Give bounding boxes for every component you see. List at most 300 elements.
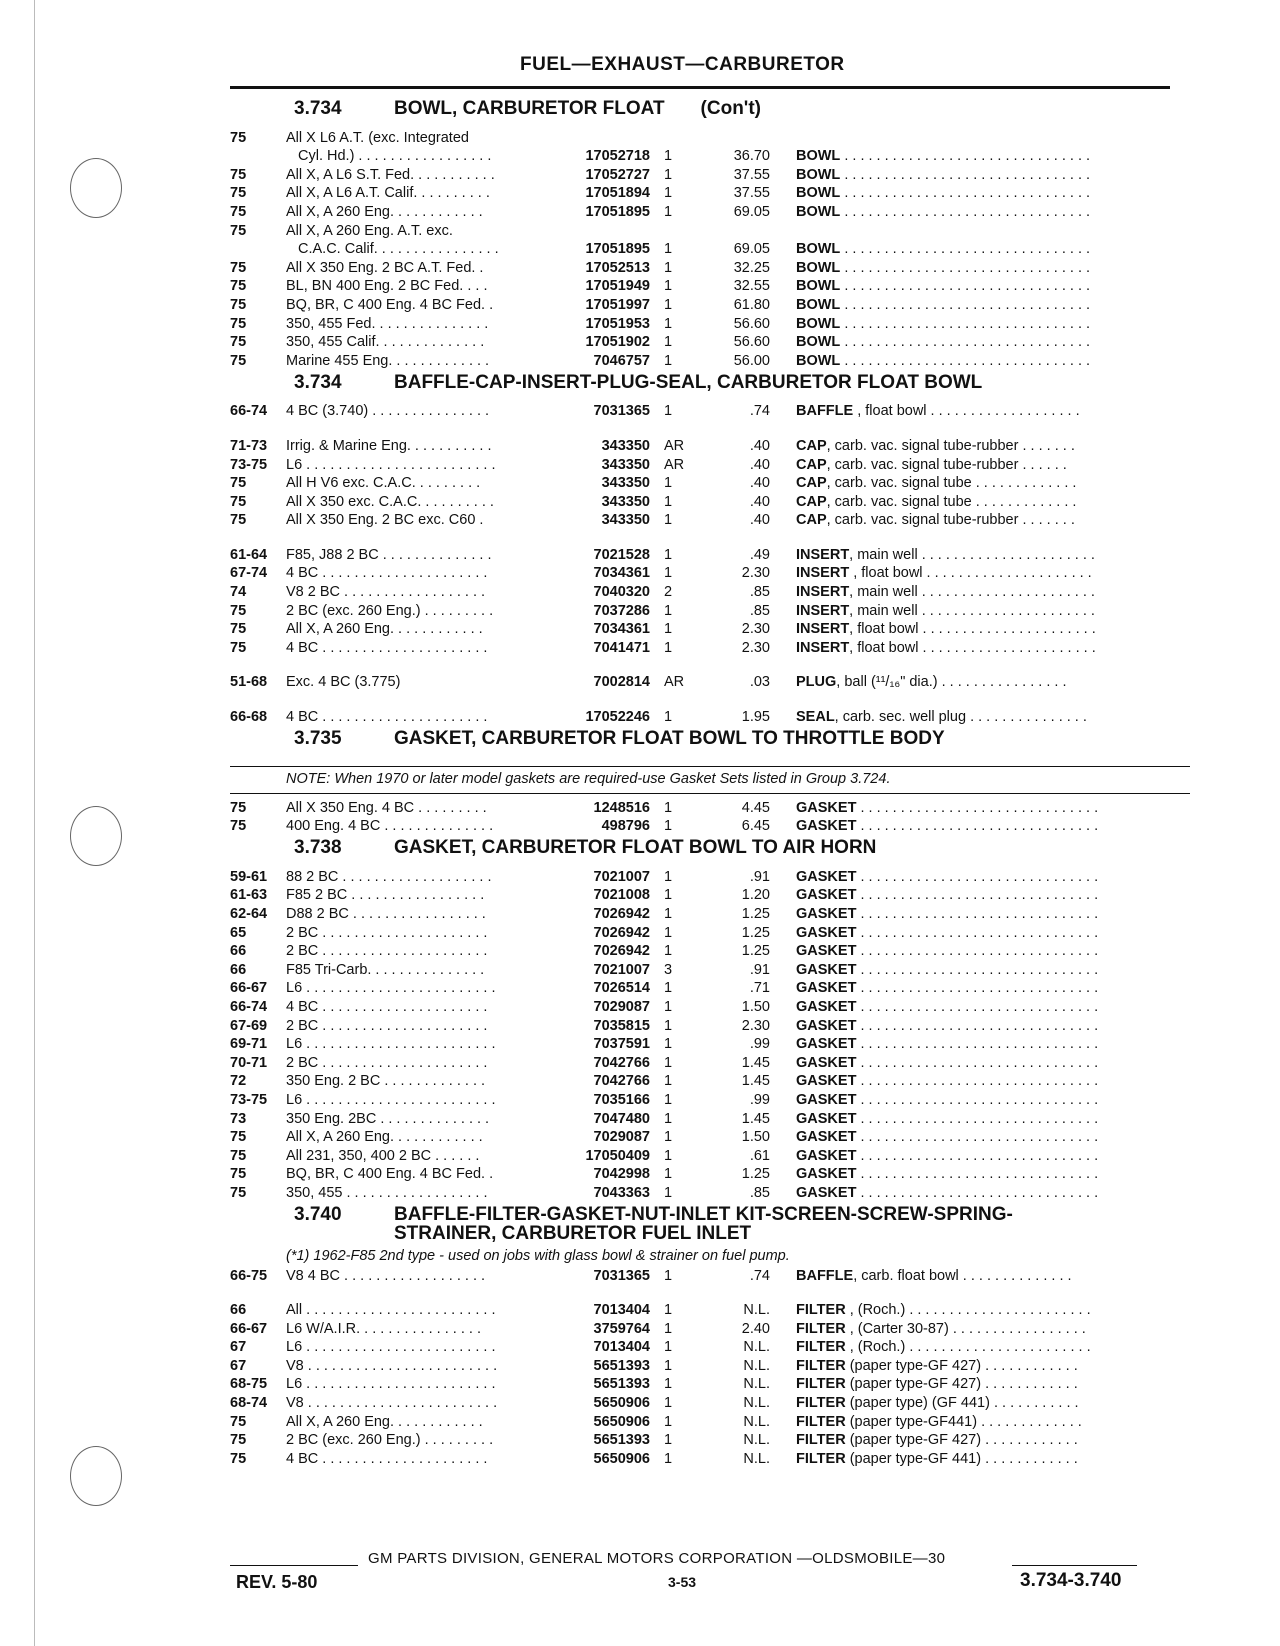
table-row [230,1319,1190,1338]
description [796,1054,1190,1072]
model-year: 75 [230,334,247,351]
description [796,1267,1190,1285]
description [796,1357,1190,1375]
quantity: 1 [664,924,673,941]
quantity: 1 [664,203,673,220]
table-row [230,165,1190,184]
table-row [230,474,1190,493]
description-noun: CAP [796,512,827,529]
model-year: 75 [230,512,247,529]
model-year: 65 [230,924,247,941]
section-heading [230,98,1190,128]
page-footer [230,1548,1190,1608]
part-number: 5651393 [593,1432,650,1449]
application: 4 BC . . . . . . . . . . . . . . . . . . . . . [286,998,488,1015]
quantity: 1 [664,1073,673,1090]
table-row [230,545,1190,564]
quantity: 1 [664,241,673,258]
model-year: 75 [230,621,247,638]
quantity: AR [664,437,685,454]
quantity: 1 [664,1357,673,1374]
price: 2.30 [741,621,770,638]
application: All X 350 Eng. 4 BC . . . . . . . . . [286,799,487,816]
application: All X, A L6 A.T. Calif. . . . . . . . . . [286,185,490,202]
quantity: 1 [664,278,673,295]
part-number: 17052513 [585,259,650,276]
table-row [230,1146,1190,1165]
description-noun: GASKET [796,1017,857,1034]
price: 4.45 [741,799,770,816]
description [796,437,1190,455]
description-detail: , carb. vac. signal tube-rubber . . . . . . . [826,437,1075,454]
catalog-section [230,1204,1190,1468]
description-detail: . . . . . . . . . . . . . . . . . . . . . . . . . . . . . . [856,1147,1099,1164]
part-number: 17052246 [585,709,650,726]
description-detail: . . . . . . . . . . . . . . . . . . . . . . . . . . . . . . [856,1073,1099,1090]
price: .40 [749,512,770,529]
description-detail: , (Roch.) . . . . . . . . . . . . . . . . . . . . . . . [845,1302,1091,1319]
description [796,868,1190,886]
description-detail: . . . . . . . . . . . . . . . . . . . . . . . . . . . . . . . [840,148,1091,165]
description [796,979,1190,997]
price: 37.55 [733,166,770,183]
continued-label: (Con't) [700,98,761,119]
application: BQ, BR, C 400 Eng. 4 BC Fed. . [286,296,494,313]
description-noun: FILTER [796,1413,846,1430]
application: 4 BC (3.740) . . . . . . . . . . . . . . . [286,403,490,420]
table-row [230,673,1190,692]
description [796,402,1190,420]
description-noun: BOWL [796,185,841,202]
description-noun: CAP [796,437,827,454]
part-number: 7047480 [593,1110,650,1127]
description-noun: GASKET [796,799,857,816]
model-year: 75 [230,259,247,276]
group-number: 3.734 [294,371,342,393]
catalog-section [230,372,1190,726]
quantity: 1 [664,709,673,726]
part-number: 7042766 [593,1073,650,1090]
quantity: 1 [664,1376,673,1393]
description [796,817,1190,835]
row-spacer [230,420,1190,436]
part-number: 7031365 [593,403,650,420]
application: C.A.C. Calif. . . . . . . . . . . . . . . . [298,241,499,258]
part-number: 7013404 [593,1302,650,1319]
description [796,583,1190,601]
description-noun: INSERT [796,602,850,619]
quantity: 1 [664,868,673,885]
model-year: 66-67 [230,1320,268,1337]
quantity: 1 [664,1184,673,1201]
description-detail: . . . . . . . . . . . . . . . . . . . . . . . . . . . . . . [856,924,1099,941]
description [796,639,1190,657]
price: .03 [749,674,770,691]
description-detail: . . . . . . . . . . . . . . . . . . . . . . . . . . . . . . [856,980,1099,997]
model-year: 75 [230,818,247,835]
section-title [394,837,876,859]
model-year: 66-74 [230,403,268,420]
application: All X, A 260 Eng. . . . . . . . . . . . [286,1129,483,1146]
model-year: 75 [230,185,247,202]
description-detail: , carb. vac. signal tube-rubber . . . . . . . [826,512,1075,529]
section-title-line: BAFFLE-CAP-INSERT-PLUG-SEAL, CARBURETOR FLOAT BOWL [394,371,983,393]
description [796,315,1190,333]
section-heading [230,837,1190,867]
description [796,277,1190,295]
description-detail: . . . . . . . . . . . . . . . . . . . . . . . . . . . . . . [856,1017,1099,1034]
description-detail: . . . . . . . . . . . . . . . . . . . . . . . . . . . . . . . [840,185,1091,202]
model-year: 66-75 [230,1267,268,1284]
table-row [230,886,1190,905]
model-year: 66-74 [230,998,268,1015]
table-row [230,492,1190,511]
price: 1.25 [741,906,770,922]
description [796,1035,1190,1053]
quantity: 1 [664,148,673,165]
part-number: 7043363 [593,1184,650,1201]
model-year: 73 [230,1110,247,1127]
description-noun: GASKET [796,906,857,922]
price: N.L. [743,1432,770,1449]
price: 2.30 [741,1017,770,1034]
model-year: 73-75 [230,1091,268,1108]
application: 350 Eng. 2BC . . . . . . . . . . . . . . [286,1110,490,1127]
table-row [230,1375,1190,1394]
quantity: 1 [664,166,673,183]
part-number: 17050409 [585,1147,650,1164]
application: L6 . . . . . . . . . . . . . . . . . . . . . . . . [286,1091,496,1108]
application: F85 Tri-Carb. . . . . . . . . . . . . . . [286,961,485,978]
price: .40 [749,437,770,454]
description-noun: GASKET [796,1184,857,1201]
application: Irrig. & Marine Eng. . . . . . . . . . . [286,437,492,454]
description-detail: . . . . . . . . . . . . . . . . . . . . . . . . . . . . . . . [840,334,1091,351]
description [796,1413,1190,1431]
description-detail: . . . . . . . . . . . . . . . . . . . . . . . . . . . . . . [856,943,1099,960]
quantity: 2 [664,584,673,601]
part-number: 343350 [601,493,650,510]
quantity: 1 [664,403,673,420]
description [796,296,1190,314]
price: N.L. [743,1413,770,1430]
application: V8 . . . . . . . . . . . . . . . . . . . . . . . . [286,1395,498,1412]
quantity: 1 [664,1413,673,1430]
description-noun: GASKET [796,868,857,885]
table-row [230,240,1190,259]
part-number: 7013404 [593,1339,650,1356]
quantity: 1 [664,1147,673,1164]
description-detail: , float bowl . . . . . . . . . . . . . . . . . . . . . . [849,621,1096,638]
part-number: 7034361 [593,565,650,582]
model-year: 75 [230,493,247,510]
model-year: 66-67 [230,980,268,997]
description-noun: BOWL [796,352,841,369]
application: 4 BC . . . . . . . . . . . . . . . . . . . . . [286,709,488,726]
table-row [230,221,1190,240]
application: BQ, BR, C 400 Eng. 4 BC Fed. . [286,1166,494,1183]
quantity: 1 [664,565,673,582]
description-noun: FILTER [796,1395,846,1412]
quantity: 3 [664,961,673,978]
table-row [230,277,1190,296]
description [796,1431,1190,1449]
application: All H V6 exc. C.A.C. . . . . . . . . [286,475,481,492]
description [796,166,1190,184]
punch-hole [70,806,122,866]
model-year: 68-74 [230,1395,268,1412]
description-detail: . . . . . . . . . . . . . . . . . . . . . . . . . . . . . . . [840,203,1091,220]
model-year: 71-73 [230,437,268,454]
description-noun: GASKET [796,924,857,941]
price: 6.45 [741,818,770,835]
model-year: 75 [230,129,247,146]
application: Exc. 4 BC (3.775) [286,674,401,691]
model-year: 59-61 [230,868,268,885]
footer-rule-right [1012,1565,1137,1566]
description-noun: FILTER [796,1320,846,1337]
application: All X, A 260 Eng. . . . . . . . . . . . [286,621,483,638]
section-title-line: BAFFLE-FILTER-GASKET-NUT-INLET KIT-SCREEN-SCREW-SPRING- [394,1203,1013,1225]
description-detail: . . . . . . . . . . . . . . . . . . . . . . . . . . . . . . . [840,352,1091,369]
application: 2 BC . . . . . . . . . . . . . . . . . . . . . [286,1017,488,1034]
description [796,456,1190,474]
price: 32.25 [733,259,770,276]
price: 56.60 [733,334,770,351]
description-noun: INSERT [796,639,850,656]
model-year: 75 [230,222,247,239]
description [796,147,1190,165]
application: 2 BC . . . . . . . . . . . . . . . . . . . . . [286,1054,488,1071]
table-row [230,1266,1190,1285]
price: 69.05 [733,241,770,258]
quantity: 1 [664,334,673,351]
application: L6 . . . . . . . . . . . . . . . . . . . . . . . . [286,980,496,997]
table-row [230,436,1190,455]
model-year: 72 [230,1073,247,1090]
description-detail: . . . . . . . . . . . . . . . . . . . . . . . . . . . . . . [856,1036,1099,1053]
application: 88 2 BC . . . . . . . . . . . . . . . . . . . [286,868,492,885]
description [796,1110,1190,1128]
header-rule [230,86,1170,89]
part-number: 7026514 [593,980,650,997]
part-number: 17051895 [585,241,650,258]
table-row [230,1090,1190,1109]
description [796,961,1190,979]
description [796,886,1190,904]
part-number: 7029087 [593,998,650,1015]
quantity: 1 [664,315,673,332]
catalog-section [230,837,1190,1202]
part-number: 17051953 [585,315,650,332]
model-year: 74 [230,584,247,601]
table-row [230,582,1190,601]
table-row [230,128,1190,147]
quantity: 1 [664,799,673,816]
part-number: 17051894 [585,185,650,202]
quantity: 1 [664,1320,673,1337]
description [796,352,1190,370]
price: 1.25 [741,924,770,941]
price: .40 [749,475,770,492]
application: 2 BC (exc. 260 Eng.) . . . . . . . . . [286,1432,494,1449]
model-year: 67 [230,1339,247,1356]
description-detail: . . . . . . . . . . . . . . . . . . . . . . . . . . . . . . [856,998,1099,1015]
page-title: FUEL—EXHAUST—CARBURETOR [520,54,845,75]
description-detail: . . . . . . . . . . . . . . . . . . . . . . . . . . . . . . [856,1091,1099,1108]
row-spacer [230,691,1190,707]
quantity: 1 [664,1091,673,1108]
model-year: 75 [230,352,247,369]
description-noun: BOWL [796,166,841,183]
quantity: 1 [664,185,673,202]
application: All 231, 350, 400 2 BC . . . . . . [286,1147,480,1164]
part-number: 7021008 [593,887,650,904]
table-row [230,455,1190,474]
table-row [230,202,1190,221]
part-number: 17051895 [585,203,650,220]
description-detail: . . . . . . . . . . . . . . . . . . . . . . . . . . . . . . [856,1110,1099,1127]
description [796,602,1190,620]
section-heading [230,372,1190,402]
footer-page-number: 3-53 [668,1574,697,1590]
quantity: 1 [664,1110,673,1127]
part-number: 17052727 [585,166,650,183]
description-noun: INSERT [796,565,850,582]
quantity: 1 [664,621,673,638]
description [796,546,1190,564]
application: 4 BC . . . . . . . . . . . . . . . . . . . . . [286,639,488,656]
description-noun: GASKET [796,1166,857,1183]
price: 1.25 [741,943,770,960]
description-detail: . . . . . . . . . . . . . . . . . . . . . . . . . . . . . . [856,1166,1099,1183]
price: 2.30 [741,565,770,582]
model-year: 66 [230,943,247,960]
description-detail: . . . . . . . . . . . . . . . . . . . . . . . . . . . . . . . [840,259,1091,276]
description-detail: . . . . . . . . . . . . . . . . . . . . . . . . . . . . . . [856,961,1099,978]
price: N.L. [743,1339,770,1356]
price: 56.00 [733,352,770,369]
description-noun: GASKET [796,887,857,904]
price: .74 [749,1267,770,1284]
price: 2.40 [741,1320,770,1337]
application: All . . . . . . . . . . . . . . . . . . . . . . . . [286,1302,496,1319]
model-year: 68-75 [230,1376,268,1393]
description [796,184,1190,202]
part-number: 7026942 [593,924,650,941]
description-noun: GASKET [796,1036,857,1053]
row-spacer [230,1285,1190,1301]
part-number: 17051949 [585,278,650,295]
model-year: 75 [230,203,247,220]
catalog-section [230,98,1190,370]
price: 1.95 [741,709,770,726]
price: 56.60 [733,315,770,332]
quantity: 1 [664,546,673,563]
description-noun: GASKET [796,998,857,1015]
description-noun: INSERT [796,621,850,638]
part-number: 1248516 [593,799,650,816]
price: .49 [749,546,770,563]
description-noun: CAP [796,493,827,510]
description-detail: (paper type) (GF 441) . . . . . . . . . . . [845,1395,1079,1412]
quantity: 1 [664,512,673,529]
description [796,1072,1190,1090]
price: 2.30 [741,639,770,656]
table-row [230,511,1190,530]
application: All X, A L6 S.T. Fed. . . . . . . . . . . [286,166,495,183]
description-detail: . . . . . . . . . . . . . . . . . . . . . . . . . . . . . . . [840,241,1091,258]
application: L6 W/A.I.R. . . . . . . . . . . . . . . . [286,1320,481,1337]
description [796,1394,1190,1412]
price: 37.55 [733,185,770,202]
model-year: 66 [230,961,247,978]
table-row [230,1165,1190,1184]
part-number: 3759764 [593,1320,650,1337]
description-detail: . . . . . . . . . . . . . . . . . . . . . . . . . . . . . . [856,887,1099,904]
part-number: 7035166 [593,1091,650,1108]
price: 69.05 [733,203,770,220]
price: N.L. [743,1357,770,1374]
description-noun: PLUG [796,674,837,691]
quantity: 1 [664,475,673,492]
description [796,1320,1190,1338]
description-noun: BOWL [796,259,841,276]
description [796,708,1190,726]
description-detail: . . . . . . . . . . . . . . . . . . . . . . . . . . . . . . . [840,315,1091,332]
part-number: 17052718 [585,148,650,165]
description-noun: CAP [796,475,827,492]
application: L6 . . . . . . . . . . . . . . . . . . . . . . . . [286,456,496,473]
description-detail: , (Roch.) . . . . . . . . . . . . . . . . . . . . . . . [845,1339,1091,1356]
quantity: 1 [664,1450,673,1467]
table-row [230,333,1190,352]
application: V8 4 BC . . . . . . . . . . . . . . . . . . [286,1267,486,1284]
application: F85 2 BC . . . . . . . . . . . . . . . . . [286,887,485,904]
part-number: 498796 [601,818,650,835]
price: N.L. [743,1395,770,1412]
table-row [230,1338,1190,1357]
description-detail: , carb. vac. signal tube-rubber . . . . . . [826,456,1067,473]
model-year: 51-68 [230,674,268,691]
description [796,673,1190,691]
description-detail: , carb. float bowl . . . . . . . . . . . . . . [853,1267,1072,1284]
price: .91 [749,961,770,978]
description-noun: GASKET [796,980,857,997]
punch-hole [70,1446,122,1506]
description [796,493,1190,511]
part-number: 7034361 [593,621,650,638]
application: D88 2 BC . . . . . . . . . . . . . . . . . [286,906,486,922]
description-detail: , (Carter 30-87) . . . . . . . . . . . . . . . . . [845,1320,1086,1337]
table-row [230,1016,1190,1035]
part-number: 7037591 [593,1036,650,1053]
description [796,259,1190,277]
model-year: 75 [230,1432,247,1449]
footer-group-range: 3.734-3.740 [1020,1570,1122,1591]
part-number: 7037286 [593,602,650,619]
price: .71 [749,980,770,997]
part-number: 7002814 [593,674,650,691]
model-year: 75 [230,1450,247,1467]
part-number: 7026942 [593,906,650,922]
part-number: 5650906 [593,1413,650,1430]
section-title-line: GASKET, CARBURETOR FLOAT BOWL TO AIR HORN [394,837,877,859]
price: .40 [749,493,770,510]
description [796,474,1190,492]
quantity: 1 [664,1166,673,1183]
section-title [394,728,945,750]
